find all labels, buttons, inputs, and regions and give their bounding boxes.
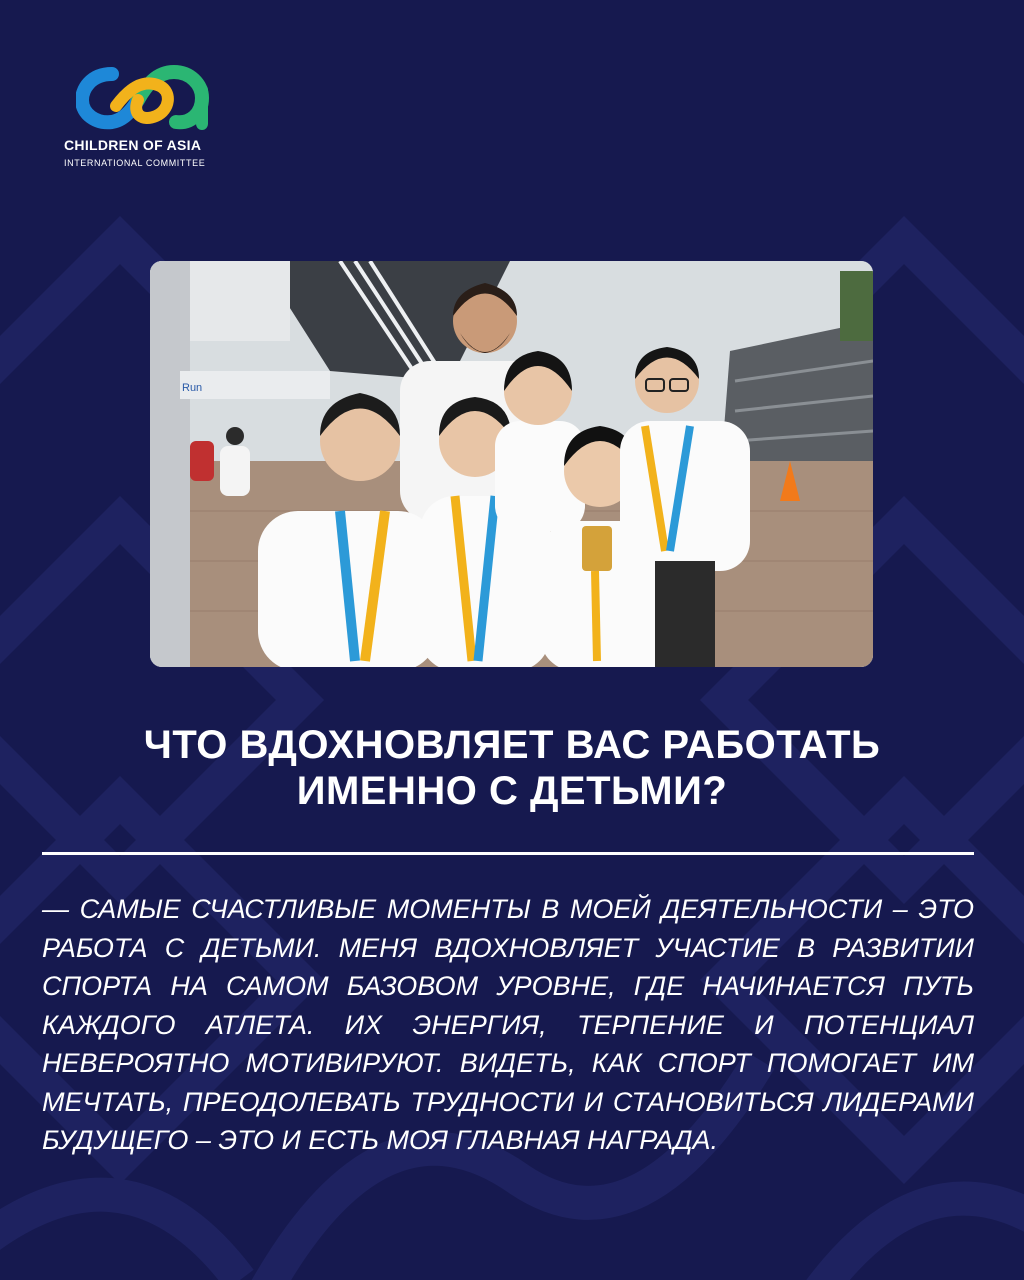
banner-text: Run — [182, 382, 203, 394]
brand-logo — [62, 60, 242, 175]
divider — [42, 852, 974, 855]
quote-text: — САМЫЕ СЧАСТЛИВЫЕ МОМЕНТЫ В МОЕЙ ДЕЯТЕЛЬНОСТИ – ЭТО РАБОТА С ДЕТЬМИ. МЕНЯ ВДОХНОВЛЯЕТ УЧАСТИЕ В РАЗВИТИИ СПОРТА НА САМОМ БАЗОВОМ УРОВНЕ, ГДЕ НАЧИНАЕТСЯ ПУТЬ КАЖДОГО АТЛЕТА. ИХ ЭНЕРГИЯ, ТЕРПЕНИЕ И ПОТЕНЦИАЛ НЕВЕРОЯТНО МОТИВИРУЮТ. ВИДЕТЬ, КАК СПОРТ ПОМОГАЕТ ИМ МЕЧТАТЬ, ПРЕОДОЛЕВАТЬ ТРУДНОСТИ И СТАНОВИТЬСЯ ЛИДЕРАМИ БУДУЩЕГО – ЭТО И ЕСТЬ МОЯ ГЛАВНАЯ НАГРАДА. — [42, 894, 974, 1155]
brand-subtitle: INTERNATIONAL COMMITTEE — [64, 158, 206, 168]
group-photo-illustration — [150, 261, 873, 667]
page-heading: ЧТО ВДОХНОВЛЯЕТ ВАС РАБОТАТЬ ИМЕННО С ДЕТЬМИ? — [143, 723, 881, 813]
children-of-asia-logo-icon — [76, 60, 216, 132]
brand-name: CHILDREN OF ASIA — [64, 137, 202, 153]
event-photo — [150, 261, 873, 667]
